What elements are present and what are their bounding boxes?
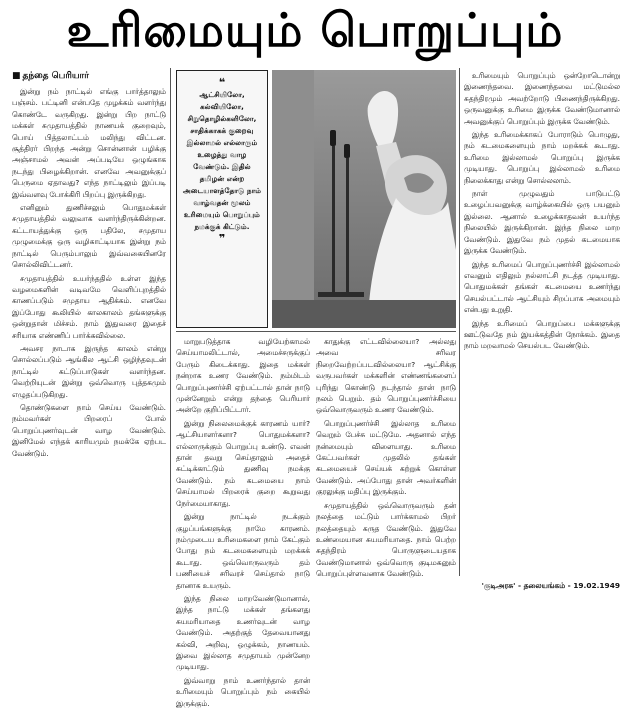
paragraph: இந்த நிலை மாறவேண்டுமானால், இந்த நாட்டு மக்கள் தங்களது சுயமரியாதை உணர்வுடன் வாழ வேண்டும். அதற்குத் தேவையானது கல்வி, அறிவு, ஒழுக்கம், நாணயம். இவை இல்லாத சமுதாயம் முன்னேற முடியாது. [176, 593, 310, 672]
paragraph: இவ்வாறு நாம் உணர்ந்தால் தான் உரிமையும் பொறுப்பும் நம் கையில் இருக்கும். [176, 675, 310, 708]
paragraph: பொறுப்புணர்ச்சி இல்லாத உரிமை வெறும் பேச்சு மட்டுமே. அதனால் எந்த நன்மையும் விளையாது. உரிமை கேட்பவர்கள் முதலில் தங்கள் கடமையைச் செய்யக் கற்றுக் கொள்ள வேண்டும். அப்போது தான் அவர்களின் குரலுக்கு மதிப்பு இருக்கும். [316, 418, 456, 497]
photo-illustration [272, 70, 456, 328]
article-column-1 [12, 70, 166, 576]
pull-quote-text: ஆட்சியிலோ, கல்வியிலோ, சிறுதொழில்களிலோ, சாதிக்காகக் குறைவு இல்லாமல் எல்லாரும் உழைத்து வாழ வேண்டும். இதில் தமிழன் என்ற அடையாளத்தோடு நாம் வாழ்வதன் மூலம் உரிமையும் பொறுப்பும் நமக்குக் கிட்டும். [182, 90, 262, 231]
column-divider [459, 68, 460, 576]
paragraph: இந்த உரிமைப் பொறுப்பை மக்களுக்கு ஊட்டுவதே நம் இயக்கத்தின் நோக்கம். இதை நாம் மறவாமல் செயல்பட வேண்டும். [464, 318, 620, 351]
section-divider [176, 331, 456, 332]
bullet-icon: ■ [12, 71, 21, 81]
paragraph: சமுதாயத்தில் உயர்ந்ததில் உள்ள இந்த வழமைகளின் வடிவமே வெளிப்புறத்தில் காணப்படும் சமுதாய ஆதிக்கம். எனவே இப்போது கூலியில் காலகாலம் தங்களுக்கு ஒன்றுதான் மிச்சம். நாம் இதுவரை இதைச் சரியாக எண்ணிப் பார்க்கவில்லை. [12, 273, 166, 340]
byline [12, 70, 166, 83]
quote-mark-icon: ❞ [218, 232, 226, 245]
paragraph: மாறுபடுத்தாக வழியேற்காமல் செய்யாமலிட்டால், அமைச்சருக்குப் பேரும் கிடைக்காது. இதை மக்கள் நன்றாக உணர வேண்டும். நம்மிடம் பொறுப்புணர்ச்சி ஏற்பட்டால் தான் நாடு முன்னேறும் என்று தந்தை பெரியார் அன்றே குறிப்பிட்டார். [176, 337, 310, 415]
paragraph: உரிமையும் பொறுப்பும் ஒன்றோடொன்று இணைந்தவை. இணைந்தவை மட்டுமல்ல சுதந்திரமும் அவற்றோடு பிணைந்திருக்கிறது. ஒருவனுக்கு உரிமை இருக்க வேண்டுமானால் அவனுக்குப் பொறுப்பும் இருக்க வேண்டும். [464, 71, 620, 126]
quote-mark-icon: ❝ [218, 76, 226, 89]
periyar-speaking-photo [272, 70, 456, 328]
headline: உரிமையும் பொறுப்பும் [66, 3, 564, 57]
column-divider [170, 68, 171, 576]
paragraph: நாள் முழுவதும் பாடுபட்டு உழைப்பவனுக்கு வாழ்க்கையில் ஒரு பயனும் இல்லை. ஆனால் உழைக்காதவன் உயர்ந்த நிலையில் இருக்கிறான். இந்த நிலை மாற வேண்டும். இதுவே நம் முதல் கடமையாக இருக்க வேண்டும். [464, 189, 620, 256]
paragraph: தொண்டுகளை நாம் செய்ய வேண்டும். நம்மவர்கள் பிறரைப் போல் பொறுப்புணர்வுடன் வாழ வேண்டும். இனிமேல் எந்தக் காரியமும் நமக்கே ஏற்பட வேண்டும். [12, 402, 166, 458]
source-footer: 'குடிஅரசு' - தலையங்கம் - 19.02.1949 [481, 581, 620, 590]
paragraph: எனினும் துணிச்சலும் பொதுமக்கள் சமுதாயத்தில் வலுவாக வளர்ந்திருக்கின்றன. கட்டாயத்துக்கு ஒரு பதிலே, சமுதாய முழுமைக்கு ஒரு வழிகாட்டியாக இன்று நம் நாட்டில் பெரும்பாலும் இவ்வகையினரே சொல்லிவிட்டனர். [12, 203, 166, 270]
paragraph: காதுக்கு எட்டவில்லையா? அல்லது அவை சரிவர நிறைவேற்றப்படவில்லையா? ஆட்சிக்கு வருபவர்கள் மக்களின் எண்ணங்களைப் புரிந்து கொண்டு நடந்தால் தான் நாடு நலம் பெறும். தம் பொறுப்புணர்ச்சியை ஒவ்வொருவரும் உணர வேண்டும். [316, 337, 456, 415]
article-column-2 [176, 336, 310, 708]
paragraph: சமுதாயத்தில் ஒவ்வொருவரும் தன் நலத்தை மட்டும் பார்க்காமல் பிறர் நலத்தையும் கருத வேண்டும். இதுவே உண்மையான சுயமரியாதை. நாம் பெற்ற சுதந்திரம் பொருளுடையதாக வேண்டுமானால் ஒவ்வொரு குடிமகனும் பொறுப்புள்ளவனாக வேண்டும். [316, 500, 456, 579]
paragraph: அவசர நாடாக இருந்த காலம் என்று சொல்லப்படும் ஆங்கில ஆட்சி ஒழிந்தவுடன் நாட்டில் கட்டுப்பாடுகள் வளர்ந்தன. வெற்றியுடன் இன்று ஒவ்வொரு புத்தகமும் எழுதப்படுகிறது. [12, 343, 166, 399]
article-column-3 [316, 336, 456, 579]
paragraph: இன்று நம் நாட்டில் எங்கு பார்த்தாலும் பஞ்சம். பட்டினி என்பதே முழக்கம் வளர்ந்து கொண்டே வருகிறது. இன்று பிற நாட்டு மக்கள் சுமுதாயத்தில் நாணயக் குறைவும், பொய் பித்தலாட்டம் மலிந்து விட்டன. சூத்திரர் பிறந்த அன்று சொன்னான் பழிக்கு அஞ்சாமல் அவன் அப்படியே ஒழுங்காக நடந்து பிழைக்கிறான். எனவே அவனுக்குப் பெருமை ஏதாவது? எந்த நாட்டிலும் இப்படி இவ்வளவு போக்கிரி பிறப்பு இருக்கிறது. [12, 87, 166, 199]
paragraph: இன்று நிலைமைக்குக் காரணம் யார்? ஆட்சியாளர்களா? பொதுமக்களா? எல்லாருக்கும் பொறுப்பு உண்டு. எவன் தான் தவறு செய்தாலும் அதைச் சுட்டிக்காட்டும் துணிவு நமக்கு வேண்டும். நம் கடமையை நாம் செய்யாமல் பிறரைக் குறை கூறுவது நேர்மையாகாது. [176, 418, 310, 508]
byline-text: தந்தை பெரியார் [22, 71, 89, 81]
paragraph: இந்த உரிமைப் பொறுப்புணர்ச்சி இல்லாமல் எவனும் எதிலும் நல்லாட்சி நடத்த முடியாது. பொதுமக்கள் தங்கள் கடமையை உணர்ந்து செயல்பட்டால் ஆட்சியும் சிறப்பாக அமையும் என்பது உறுதி. [464, 259, 620, 315]
pull-quote-box [176, 70, 268, 328]
paragraph: இந்த உரிமைக்காகப் போராடும் பொழுது, நம் கடமைகளையும் நாம் மறக்கக் கூடாது. உரிமை இல்லாமல் பொறுப்பு இருக்க முடியாது. பொறுப்பு இல்லாமல் உரிமை நிலைக்காது என்று சொல்லலாம். [464, 130, 620, 185]
paragraph: இன்று நாட்டில் நடக்கும் குழப்பங்களுக்கு நாமே காரணம். நம்முடைய உரிமைகளை நாம் கேட்கும் போது நம் கடமைகளையும் மறக்கக் கூடாது. ஒவ்வொருவரும் தம் பணியைச் சரிவரச் செய்தால் நாடு தானாக உயரும். [176, 512, 310, 590]
article-column-4 [464, 70, 620, 576]
